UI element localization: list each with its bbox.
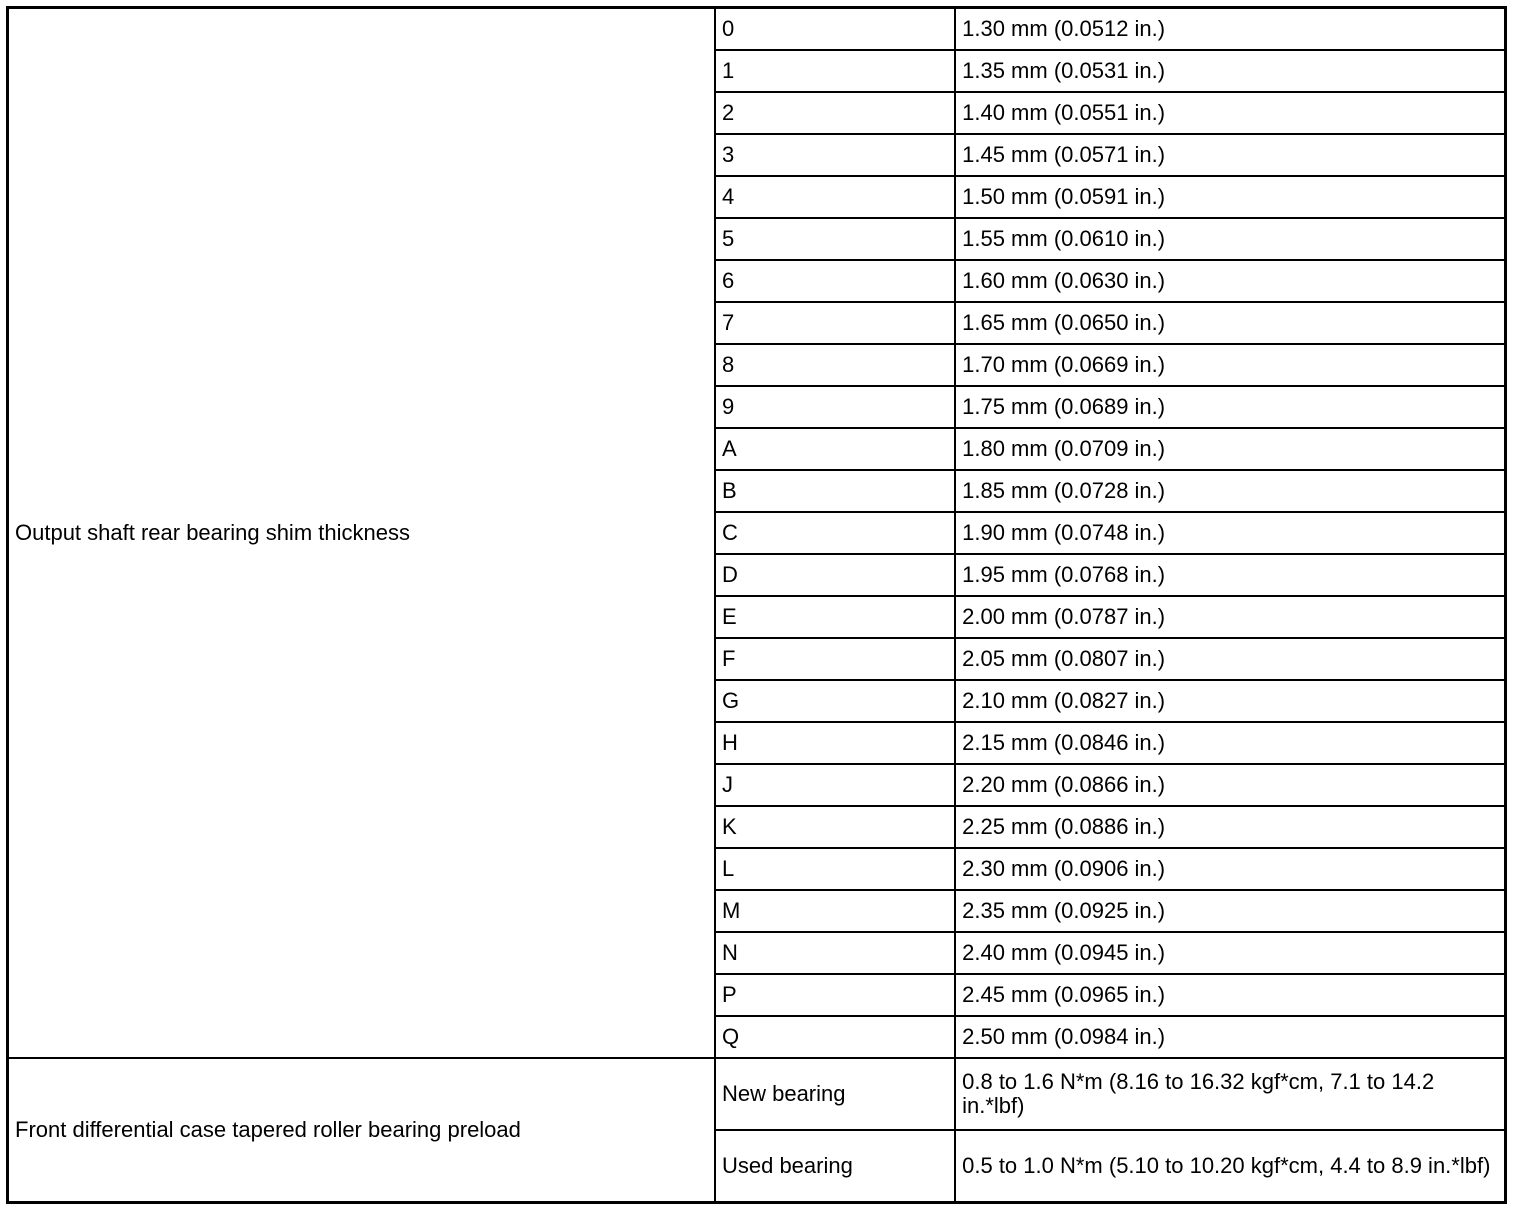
table-row (8, 8, 1506, 51)
shim-thickness: 2.15 mm (0.0846 in.) (955, 722, 1505, 764)
shim-mark: K (715, 806, 955, 848)
shim-mark: H (715, 722, 955, 764)
shim-thickness: 2.20 mm (0.0866 in.) (955, 764, 1505, 806)
preload-value: 0.5 to 1.0 N*m (5.10 to 10.20 kgf*cm, 4.4 to 8.9 in.*lbf) (955, 1130, 1505, 1203)
bearing-condition: Used bearing (715, 1130, 955, 1203)
shim-mark: 0 (715, 8, 955, 51)
shim-mark: 2 (715, 92, 955, 134)
shim-thickness: 2.10 mm (0.0827 in.) (955, 680, 1505, 722)
shim-thickness: 1.40 mm (0.0551 in.) (955, 92, 1505, 134)
shim-mark: 4 (715, 176, 955, 218)
shim-thickness: 2.00 mm (0.0787 in.) (955, 596, 1505, 638)
table-row (8, 1058, 1506, 1130)
shim-thickness: 2.25 mm (0.0886 in.) (955, 806, 1505, 848)
shim-thickness: 1.95 mm (0.0768 in.) (955, 554, 1505, 596)
shim-mark: C (715, 512, 955, 554)
shim-mark: G (715, 680, 955, 722)
shim-mark: M (715, 890, 955, 932)
shim-thickness: 1.55 mm (0.0610 in.) (955, 218, 1505, 260)
shim-mark: B (715, 470, 955, 512)
shim-thickness: 1.75 mm (0.0689 in.) (955, 386, 1505, 428)
shim-thickness: 2.40 mm (0.0945 in.) (955, 932, 1505, 974)
preload-section-label: Front differential case tapered roller bearing preload (8, 1058, 715, 1203)
shim-mark: 6 (715, 260, 955, 302)
shim-section-label: Output shaft rear bearing shim thickness (8, 8, 715, 1059)
shim-mark: 3 (715, 134, 955, 176)
shim-mark: L (715, 848, 955, 890)
shim-thickness: 2.45 mm (0.0965 in.) (955, 974, 1505, 1016)
shim-thickness: 2.30 mm (0.0906 in.) (955, 848, 1505, 890)
shim-thickness: 1.50 mm (0.0591 in.) (955, 176, 1505, 218)
shim-mark: A (715, 428, 955, 470)
shim-thickness: 1.30 mm (0.0512 in.) (955, 8, 1505, 51)
shim-thickness: 1.85 mm (0.0728 in.) (955, 470, 1505, 512)
shim-mark: J (715, 764, 955, 806)
shim-thickness: 1.60 mm (0.0630 in.) (955, 260, 1505, 302)
shim-thickness: 1.80 mm (0.0709 in.) (955, 428, 1505, 470)
shim-mark: 8 (715, 344, 955, 386)
shim-thickness: 1.35 mm (0.0531 in.) (955, 50, 1505, 92)
shim-mark: 1 (715, 50, 955, 92)
shim-mark: 5 (715, 218, 955, 260)
shim-mark: D (715, 554, 955, 596)
preload-value: 0.8 to 1.6 N*m (8.16 to 16.32 kgf*cm, 7.1 to 14.2 in.*lbf) (955, 1058, 1505, 1130)
shim-mark: 9 (715, 386, 955, 428)
shim-thickness: 2.05 mm (0.0807 in.) (955, 638, 1505, 680)
shim-mark: Q (715, 1016, 955, 1058)
bearing-condition: New bearing (715, 1058, 955, 1130)
shim-mark: N (715, 932, 955, 974)
shim-mark: F (715, 638, 955, 680)
shim-mark: E (715, 596, 955, 638)
shim-thickness: 1.65 mm (0.0650 in.) (955, 302, 1505, 344)
shim-thickness: 1.90 mm (0.0748 in.) (955, 512, 1505, 554)
shim-thickness: 1.45 mm (0.0571 in.) (955, 134, 1505, 176)
shim-thickness: 2.35 mm (0.0925 in.) (955, 890, 1505, 932)
spec-table (6, 6, 1507, 1204)
shim-thickness: 1.70 mm (0.0669 in.) (955, 344, 1505, 386)
shim-thickness: 2.50 mm (0.0984 in.) (955, 1016, 1505, 1058)
shim-mark: P (715, 974, 955, 1016)
shim-mark: 7 (715, 302, 955, 344)
